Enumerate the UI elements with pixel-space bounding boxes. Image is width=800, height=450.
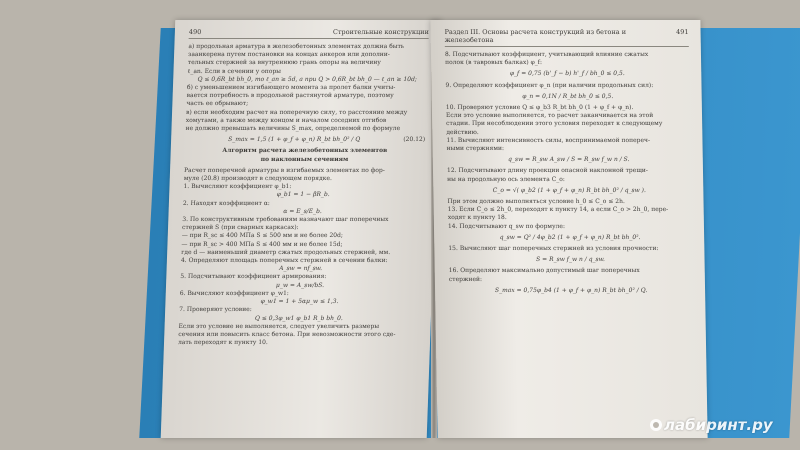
right-page-header: [444, 28, 688, 47]
text-line: ными стержнями:: [446, 145, 505, 153]
formula-line: φ_n = 0,1N / R_bt bh_0 ≤ 0,5.: [522, 92, 614, 100]
right-page-number: 491: [676, 28, 689, 36]
right-page: [430, 20, 707, 438]
section-title: Алгоритм расчета железобетонных элементов: [222, 147, 388, 155]
text-line: Если это условие выполняется, то расчет заканчивается на этой: [445, 112, 654, 120]
text-line: 13. Если C_o ≤ 2h_0, переходят к пункту 14, а если C_o > 2h_0, пере-: [447, 206, 669, 214]
right-running-head: Раздел III. Основы расчета конструкций из бетона и железобетона: [444, 28, 627, 44]
text-line: ходят к пункту 18.: [447, 214, 507, 222]
text-line: не должно превышать величины S_max, определяемой по формуле: [185, 125, 401, 133]
text-line: хомутами, а также между концом и началом соседних отгибов: [185, 116, 387, 124]
text-line: полок (в тавровых балках) φ_f:: [445, 59, 543, 67]
text-line: действию.: [446, 128, 479, 136]
left-running-head: Строительные конструкции: [332, 28, 430, 36]
text-line: 2. Находят коэффициент α:: [182, 199, 270, 207]
formula-line: α = E_s/E_b.: [283, 207, 322, 215]
left-page-number: 490: [188, 28, 202, 36]
formula-line: φ_f = 0,75 (b'_f − b) h'_f / bh_0 ≤ 0,5.: [509, 70, 625, 78]
formula-smax: [185, 136, 425, 144]
text-line: 9. Определяют коэффициент φ_n (при наличии продольных сил):: [445, 81, 654, 89]
text-line: Если это условие не выполняется, следует увеличить размеры: [178, 322, 380, 330]
text-line: сечения или повысить класс бетона. При невозможности этого сде-: [178, 330, 396, 338]
text-line: Расчет поперечной арматуры в изгибаемых элементах по фор-: [183, 166, 385, 174]
text-line: 16. Определяют максимально допустимый шаг поперечных: [448, 267, 640, 275]
text-line: ℓ_an. Если в сечении у опоры: [187, 67, 282, 75]
text-line: заанкерена путем постановки на концах анкеров или дополни-: [187, 51, 390, 59]
formula-line: μ_w = A_sw/bS.: [275, 281, 325, 289]
formula-line: q_sw = Q² / 4φ_b2 (1 + φ_f + φ_n) R_bt bh_0².: [499, 233, 641, 241]
text-line: а) продольная арматура в железобетонных элементах должна быть: [188, 43, 405, 50]
formula-number: (20.12): [403, 136, 426, 144]
watermark-logo: [650, 416, 773, 434]
labirint-icon: [650, 419, 662, 431]
text-line: стержней:: [448, 275, 483, 283]
formula-line: S = R_sw f_w n / q_sw.: [536, 256, 606, 264]
text-line: 14. Подсчитывают q_sw по формуле:: [447, 222, 566, 230]
formula-line: Q ≤ 0,6R_bt bh_0, то ℓ_an ≥ 5d, а при Q > 0,6R_bt bh_0 — ℓ_an ≥ 10d;: [197, 75, 418, 83]
text-line: 7. Проверяют условие:: [179, 306, 252, 314]
text-line: часть ее обрывают;: [186, 100, 249, 108]
text-line: — при R_sc ≤ 400 МПа S ≤ 500 мм и не более 20d;: [181, 232, 344, 240]
text-line: 1. Вычисляют коэффициент φ_b1:: [183, 183, 292, 191]
text-line: в) если необходим расчет на поперечную силу, то расстояние между: [185, 108, 408, 116]
text-line: 12. Подсчитывают длину проекции опасной наклонной трещи-: [446, 167, 648, 175]
formula-line: Q ≤ 0,3φ_w1 φ_b1 R_b bh_0.: [254, 314, 343, 322]
left-page: [161, 20, 442, 438]
text-line: где d — наименьший диаметр сжатых продольных стержней, мм.: [181, 248, 391, 256]
text-line: 15. Вычисляют шаг поперечных стержней из условия прочности:: [448, 245, 659, 253]
watermark-text: лабиринт.ру: [664, 416, 773, 434]
text-line: ны на продольную ось элемента C_o:: [447, 175, 565, 183]
text-line: 8. Подсчитывают коэффициент, учитывающий влияние сжатых: [444, 51, 649, 58]
text-line: 6. Вычисляют коэффициент φ_w1:: [179, 289, 289, 297]
text-line: 3. По конструктивным требованиям назначают шаг поперечных: [182, 216, 389, 224]
formula-line: q_sw = R_sw A_sw / S = R_sw f_w n / S.: [508, 156, 630, 164]
text-line: стержней S (при сварных каркасах):: [181, 224, 299, 232]
formula-line: φ_w1 = 1 + 5αμ_w ≤ 1,3.: [260, 298, 339, 306]
formula-line: C_o = √( φ_b2 (1 + φ_f + φ_n) R_bt bh_0² / q_sw ).: [492, 186, 646, 194]
text-line: 5. Подсчитывают коэффициент армирования:: [180, 273, 327, 281]
left-page-header: [189, 28, 429, 39]
formula-line: φ_b1 = 1 − βR_b.: [276, 191, 330, 199]
text-line: — при R_sc > 400 МПа S ≤ 400 мм и не более 15d;: [181, 240, 343, 248]
text-line: тельных стержней за внутреннюю грань опоры на величину: [187, 59, 381, 67]
formula-line: S_max = 0,75φ_b4 (1 + φ_f + φ_n) R_bt bh_0² / Q.: [494, 286, 648, 294]
formula-smax-text: S_max = 1,5 (1 + φ_f + φ_n) R_bt bh_0² / Q: [228, 136, 361, 144]
text-line: вается потребность в продольной растянутой арматуре, поэтому: [186, 92, 394, 100]
formula-line: A_sw = nf_sw.: [279, 265, 323, 273]
text-line: б) с уменьшением изгибающего момента за пролет балки учиты-: [186, 84, 396, 92]
text-line: 10. Проверяют условие Q ≤ φ_b3 R_bt bh_0 (1 + φ_f + φ_n).: [445, 104, 634, 112]
section-subtitle: по наклонным сечениям: [260, 155, 349, 163]
text-line: 4. Определяют площадь поперечных стержней в сечении балки:: [180, 257, 388, 265]
text-line: стадии. При несоблюдении этого условия переходят к следующему: [446, 120, 663, 128]
text-line: 11. Вычисляют интенсивность силы, воспринимаемой попереч-: [446, 136, 651, 144]
text-line: При этом должно выполняться условие h_0 ≤ C_o ≤ 2h.: [447, 198, 625, 206]
text-line: муле (20.8) производят в следующем порядке.: [183, 175, 333, 183]
text-line: лать переходят к пункту 10.: [177, 339, 268, 347]
